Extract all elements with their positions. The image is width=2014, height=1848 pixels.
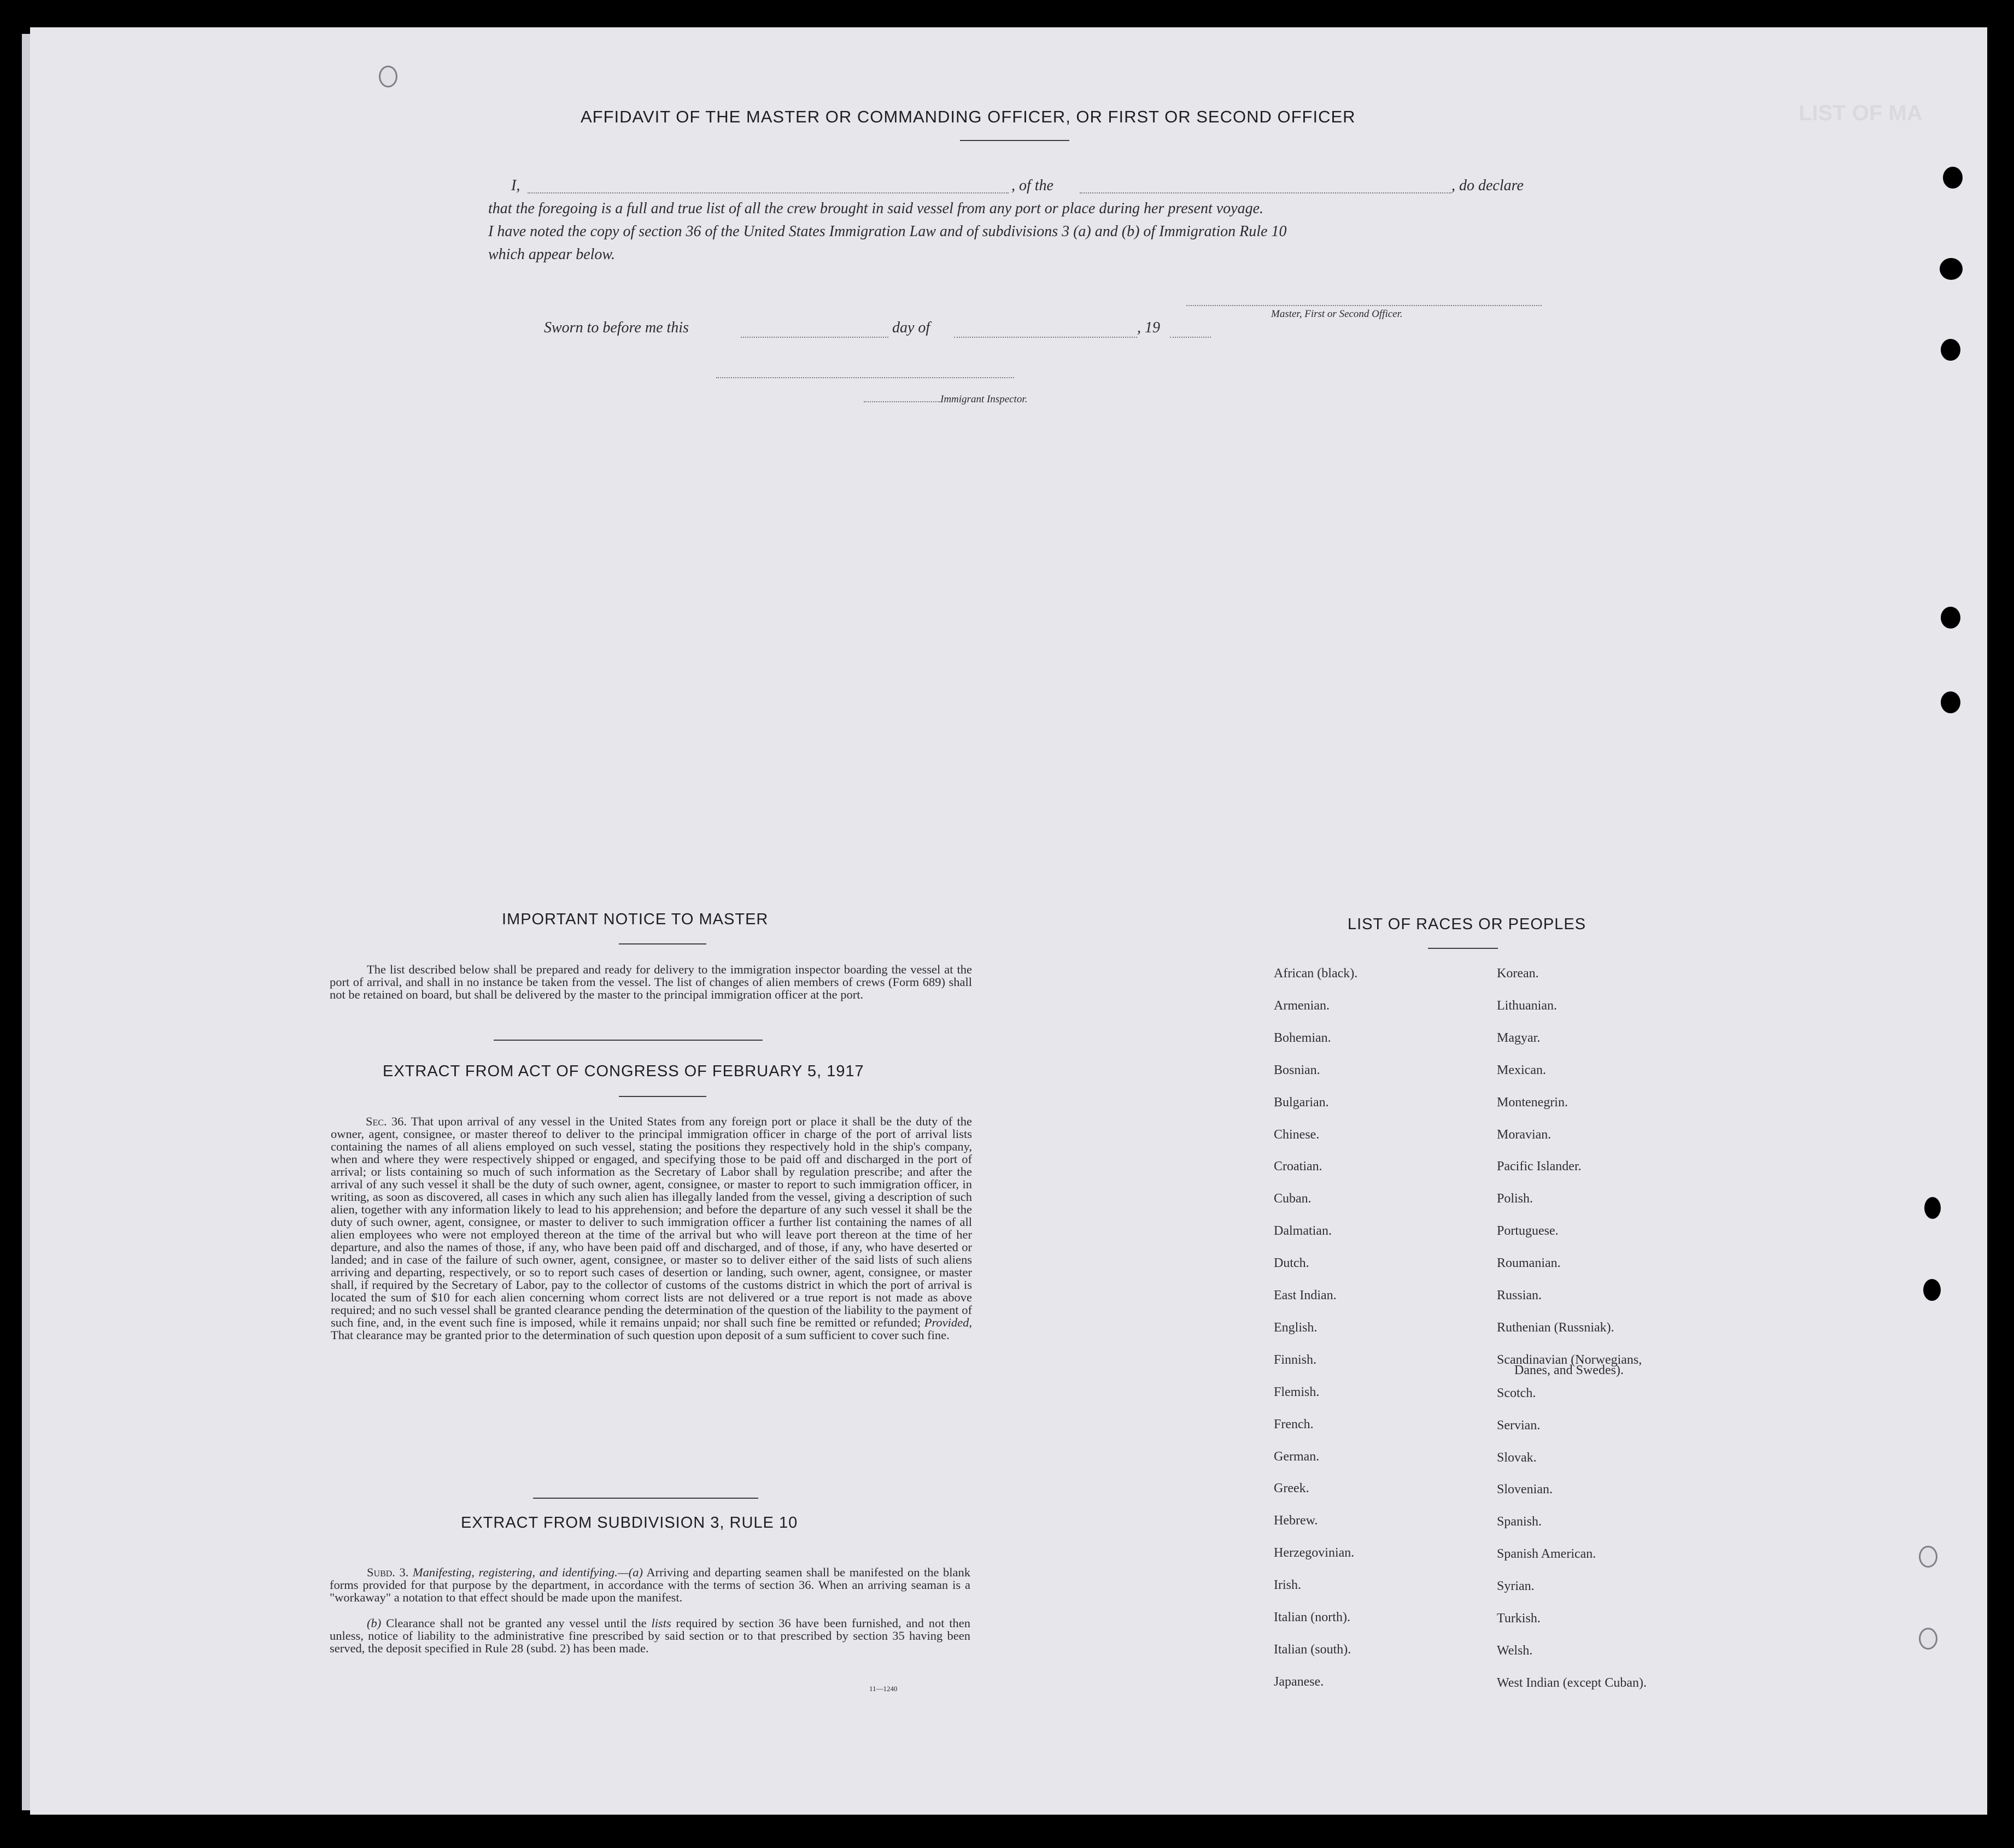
document-sheet bbox=[30, 27, 1987, 1815]
race-item: Spanish American. bbox=[1497, 1547, 1596, 1562]
form-number: 11—1240 bbox=[869, 1685, 898, 1693]
rule-text-a-body: Arriving and departing seamen shall be manifested on the blank forms provided for that purpose by the department, in accordance with the terms of section 36. When an arriving seaman is a "workaway" a notation to that effect should be made upon the manifest. bbox=[330, 1565, 971, 1604]
rule-b-label: (b) bbox=[367, 1616, 382, 1630]
race-item: Chinese. bbox=[1274, 1127, 1320, 1142]
race-item: Ruthenian (Russniak). bbox=[1497, 1320, 1614, 1335]
rule-text-b1: Clearance shall not be granted any vessel until the bbox=[386, 1616, 647, 1630]
races-rule bbox=[1428, 948, 1498, 949]
race-item: Roumanian. bbox=[1497, 1256, 1561, 1271]
act-text-b: That clearance may be granted prior to the determination of such question upon deposit of a sum sufficient to cover such fine. bbox=[331, 1328, 950, 1342]
punch-hole bbox=[1941, 691, 1960, 713]
title-rule bbox=[960, 140, 1069, 141]
race-item: Pacific Islander. bbox=[1497, 1159, 1582, 1174]
rule-title: EXTRACT FROM SUBDIVISION 3, RULE 10 bbox=[461, 1514, 798, 1532]
notice-title: IMPORTANT NOTICE TO MASTER bbox=[502, 911, 769, 928]
race-item: Scotch. bbox=[1497, 1386, 1536, 1400]
race-item: East Indian. bbox=[1274, 1288, 1337, 1303]
bleed-through-mark: LIST OF MA bbox=[1799, 101, 1923, 125]
race-item: Hebrew. bbox=[1274, 1513, 1318, 1528]
race-item: Portuguese. bbox=[1497, 1224, 1559, 1239]
act-title: EXTRACT FROM ACT OF CONGRESS OF FEBRUARY 5, 1917 bbox=[383, 1063, 864, 1080]
race-item: Slovak. bbox=[1497, 1450, 1537, 1465]
race-item: French. bbox=[1274, 1417, 1314, 1432]
punch-hole bbox=[1941, 607, 1960, 629]
sworn-year: , 19 bbox=[1137, 319, 1160, 336]
race-item: Bohemian. bbox=[1274, 1030, 1331, 1045]
signature-blank[interactable] bbox=[1186, 305, 1542, 306]
punch-hole bbox=[1943, 167, 1963, 189]
race-item: Montenegrin. bbox=[1497, 1095, 1568, 1110]
race-item: West Indian (except Cuban). bbox=[1497, 1675, 1647, 1690]
punch-ring bbox=[379, 66, 397, 87]
name-blank[interactable] bbox=[528, 192, 1009, 193]
race-item: Slovenian. bbox=[1497, 1482, 1553, 1497]
race-item: Syrian. bbox=[1497, 1579, 1535, 1594]
act-section-label: Sec. 36. bbox=[366, 1114, 407, 1128]
race-item: Servian. bbox=[1497, 1418, 1541, 1433]
affidavit-i: I, bbox=[511, 177, 520, 194]
sworn-day-of: day of bbox=[892, 319, 930, 336]
race-item: Greek. bbox=[1274, 1481, 1309, 1496]
notice-rule bbox=[619, 943, 706, 944]
section-divider bbox=[533, 1498, 758, 1499]
act-rule bbox=[619, 1096, 706, 1097]
act-provided: Provided, bbox=[924, 1316, 973, 1329]
sworn-day-blank[interactable] bbox=[741, 337, 888, 338]
race-item: Italian (north). bbox=[1274, 1610, 1350, 1624]
act-text bbox=[331, 1115, 972, 1341]
race-item: Korean. bbox=[1497, 966, 1539, 981]
punch-hole bbox=[1941, 339, 1960, 361]
race-item: Finnish. bbox=[1274, 1352, 1317, 1367]
inspector-lead-dots bbox=[864, 401, 940, 402]
race-item: Bulgarian. bbox=[1274, 1095, 1329, 1110]
race-item: Flemish. bbox=[1274, 1384, 1320, 1399]
race-item: Croatian. bbox=[1274, 1159, 1322, 1174]
race-item: Irish. bbox=[1274, 1578, 1301, 1593]
race-item: African (black). bbox=[1274, 966, 1358, 981]
rule-text-b2: required by section 36 have been furnished, and not then unless, notice of liability to the administrative fine prescribed by said section or to that prescribed by section 35 having been served, the deposit specified in Rule 28 (subd. 2) has been made. bbox=[330, 1616, 971, 1655]
vessel-blank[interactable] bbox=[1080, 192, 1451, 193]
race-item: Italian (south). bbox=[1274, 1642, 1351, 1657]
race-item: Cuban. bbox=[1274, 1192, 1312, 1206]
punch-ring bbox=[1919, 1546, 1937, 1568]
race-scandinavian-continued: Danes, and Swedes). bbox=[1514, 1363, 1624, 1377]
notice-text: The list described below shall be prepared and ready for delivery to the immigration inspector boarding the vessel at the port of arrival, and shall in no instance be taken from the vessel. The list of changes of alien members of crews (Form 689) shall not be retained on board, but shall be delivered by the master to the principal immigration officer at the port. bbox=[330, 963, 972, 1001]
race-item: Japanese. bbox=[1274, 1674, 1324, 1689]
section-divider bbox=[494, 1040, 763, 1041]
affidavit-line-2: that the foregoing is a full and true list of all the crew brought in said vessel from any port or place during her present voyage. bbox=[488, 200, 1264, 217]
race-item: German. bbox=[1274, 1449, 1320, 1464]
punch-hole bbox=[1923, 1279, 1941, 1301]
races-title: LIST OF RACES OR PEOPLES bbox=[1348, 916, 1586, 933]
race-item: Magyar. bbox=[1497, 1030, 1541, 1045]
race-item: Herzegovinian. bbox=[1274, 1546, 1355, 1560]
punch-ring bbox=[1919, 1628, 1937, 1650]
race-item: Spanish. bbox=[1497, 1515, 1542, 1529]
affidavit-title: AFFIDAVIT OF THE MASTER OR COMMANDING OFFICER, OR FIRST OR SECOND OFFICER bbox=[581, 107, 1356, 126]
race-item: Dalmatian. bbox=[1274, 1224, 1332, 1239]
affidavit-line-3: I have noted the copy of section 36 of the United States Immigration Law and of subdivisions 3 (a) and (b) of Immigration Rule 10 bbox=[488, 223, 1287, 240]
affidavit-of-the: , of the bbox=[1011, 177, 1053, 194]
race-item: Armenian. bbox=[1274, 998, 1330, 1013]
race-item: Polish. bbox=[1497, 1192, 1533, 1206]
sworn-month-blank[interactable] bbox=[954, 337, 1137, 338]
inspector-caption: Immigrant Inspector. bbox=[940, 394, 1028, 405]
rule-subd-label: Subd. 3. bbox=[367, 1565, 409, 1579]
race-item: Mexican. bbox=[1497, 1063, 1546, 1077]
punch-hole bbox=[1940, 258, 1963, 280]
rule-subd-heading: Manifesting, registering, and identifying.—(a) bbox=[412, 1565, 643, 1579]
signature-caption: Master, First or Second Officer. bbox=[1271, 308, 1403, 320]
act-text-a: That upon arrival of any vessel in the United States from any foreign port or place it shall be the duty of the owner, agent, consignee, or master thereof to deliver to the principal immigration officer in charge of the port of arrival lists containing the names of all aliens employed on such vessel, stating the positions they respectively hold in the ship's company, when and where they were respectively shipped or engaged, and specifying those to be paid off and discharged in the port of arrival; or lists containing so much of such information as the Secretary of Labor shall by regulation prescribe; and after the arrival of any such vessel it shall be the duty of such owner, agent, consignee, or master to report to such immigration officer, in writing, as soon as discovered, all cases in which any such alien has illegally landed from the vessel, giving a description of such alien, together with any information likely to lead to his apprehension; and before the departure of any such vessel it shall be the duty of such owner, agent, consignee, or master to deliver to such immigration officer a further list containing the names of all alien employees who were not employed thereon at the time of the arrival but who will leave port thereon at the time of her departure, and also the names of those, if any, who have been paid off and discharged, and of those, if any, who have deserted or landed; and in case of the failure of such owner, agent, consignee, or master so to deliver either of the said lists of such aliens arriving and departing, respectively, or so to report such cases of desertion or landing, such owner, agent, consignee, or master shall, if required by the Secretary of Labor, pay to the collector of customs of the customs district in which the port of arrival is located the sum of $10 for each alien concerning whom correct lists are not delivered or a true report is not made as above required; and no such vessel shall be granted clearance pending the determination of the question of the liability to the payment of such fine, and, in the event such fine is imposed, while it remains unpaid; nor shall such fine be remitted or refunded; bbox=[331, 1114, 972, 1329]
race-item: Scandinavian (Norwegians, bbox=[1497, 1352, 1642, 1367]
race-item: English. bbox=[1274, 1320, 1318, 1335]
punch-hole bbox=[1924, 1197, 1941, 1219]
inspector-signature-blank[interactable] bbox=[716, 377, 1014, 378]
sworn-year-blank[interactable] bbox=[1170, 337, 1211, 338]
affidavit-declare: , do declare bbox=[1451, 177, 1524, 194]
race-item: Bosnian. bbox=[1274, 1063, 1320, 1077]
race-item: Lithuanian. bbox=[1497, 998, 1557, 1013]
rule-text-a bbox=[330, 1566, 970, 1604]
race-item: Dutch. bbox=[1274, 1256, 1309, 1271]
race-item: Welsh. bbox=[1497, 1643, 1533, 1658]
race-item: Russian. bbox=[1497, 1288, 1542, 1303]
race-item: Moravian. bbox=[1497, 1127, 1552, 1142]
sworn-prefix: Sworn to before me this bbox=[544, 319, 689, 336]
race-item: Turkish. bbox=[1497, 1611, 1541, 1626]
affidavit-line-4: which appear below. bbox=[488, 246, 616, 263]
rule-lists-word: lists bbox=[651, 1616, 671, 1630]
rule-text-b bbox=[330, 1617, 970, 1655]
